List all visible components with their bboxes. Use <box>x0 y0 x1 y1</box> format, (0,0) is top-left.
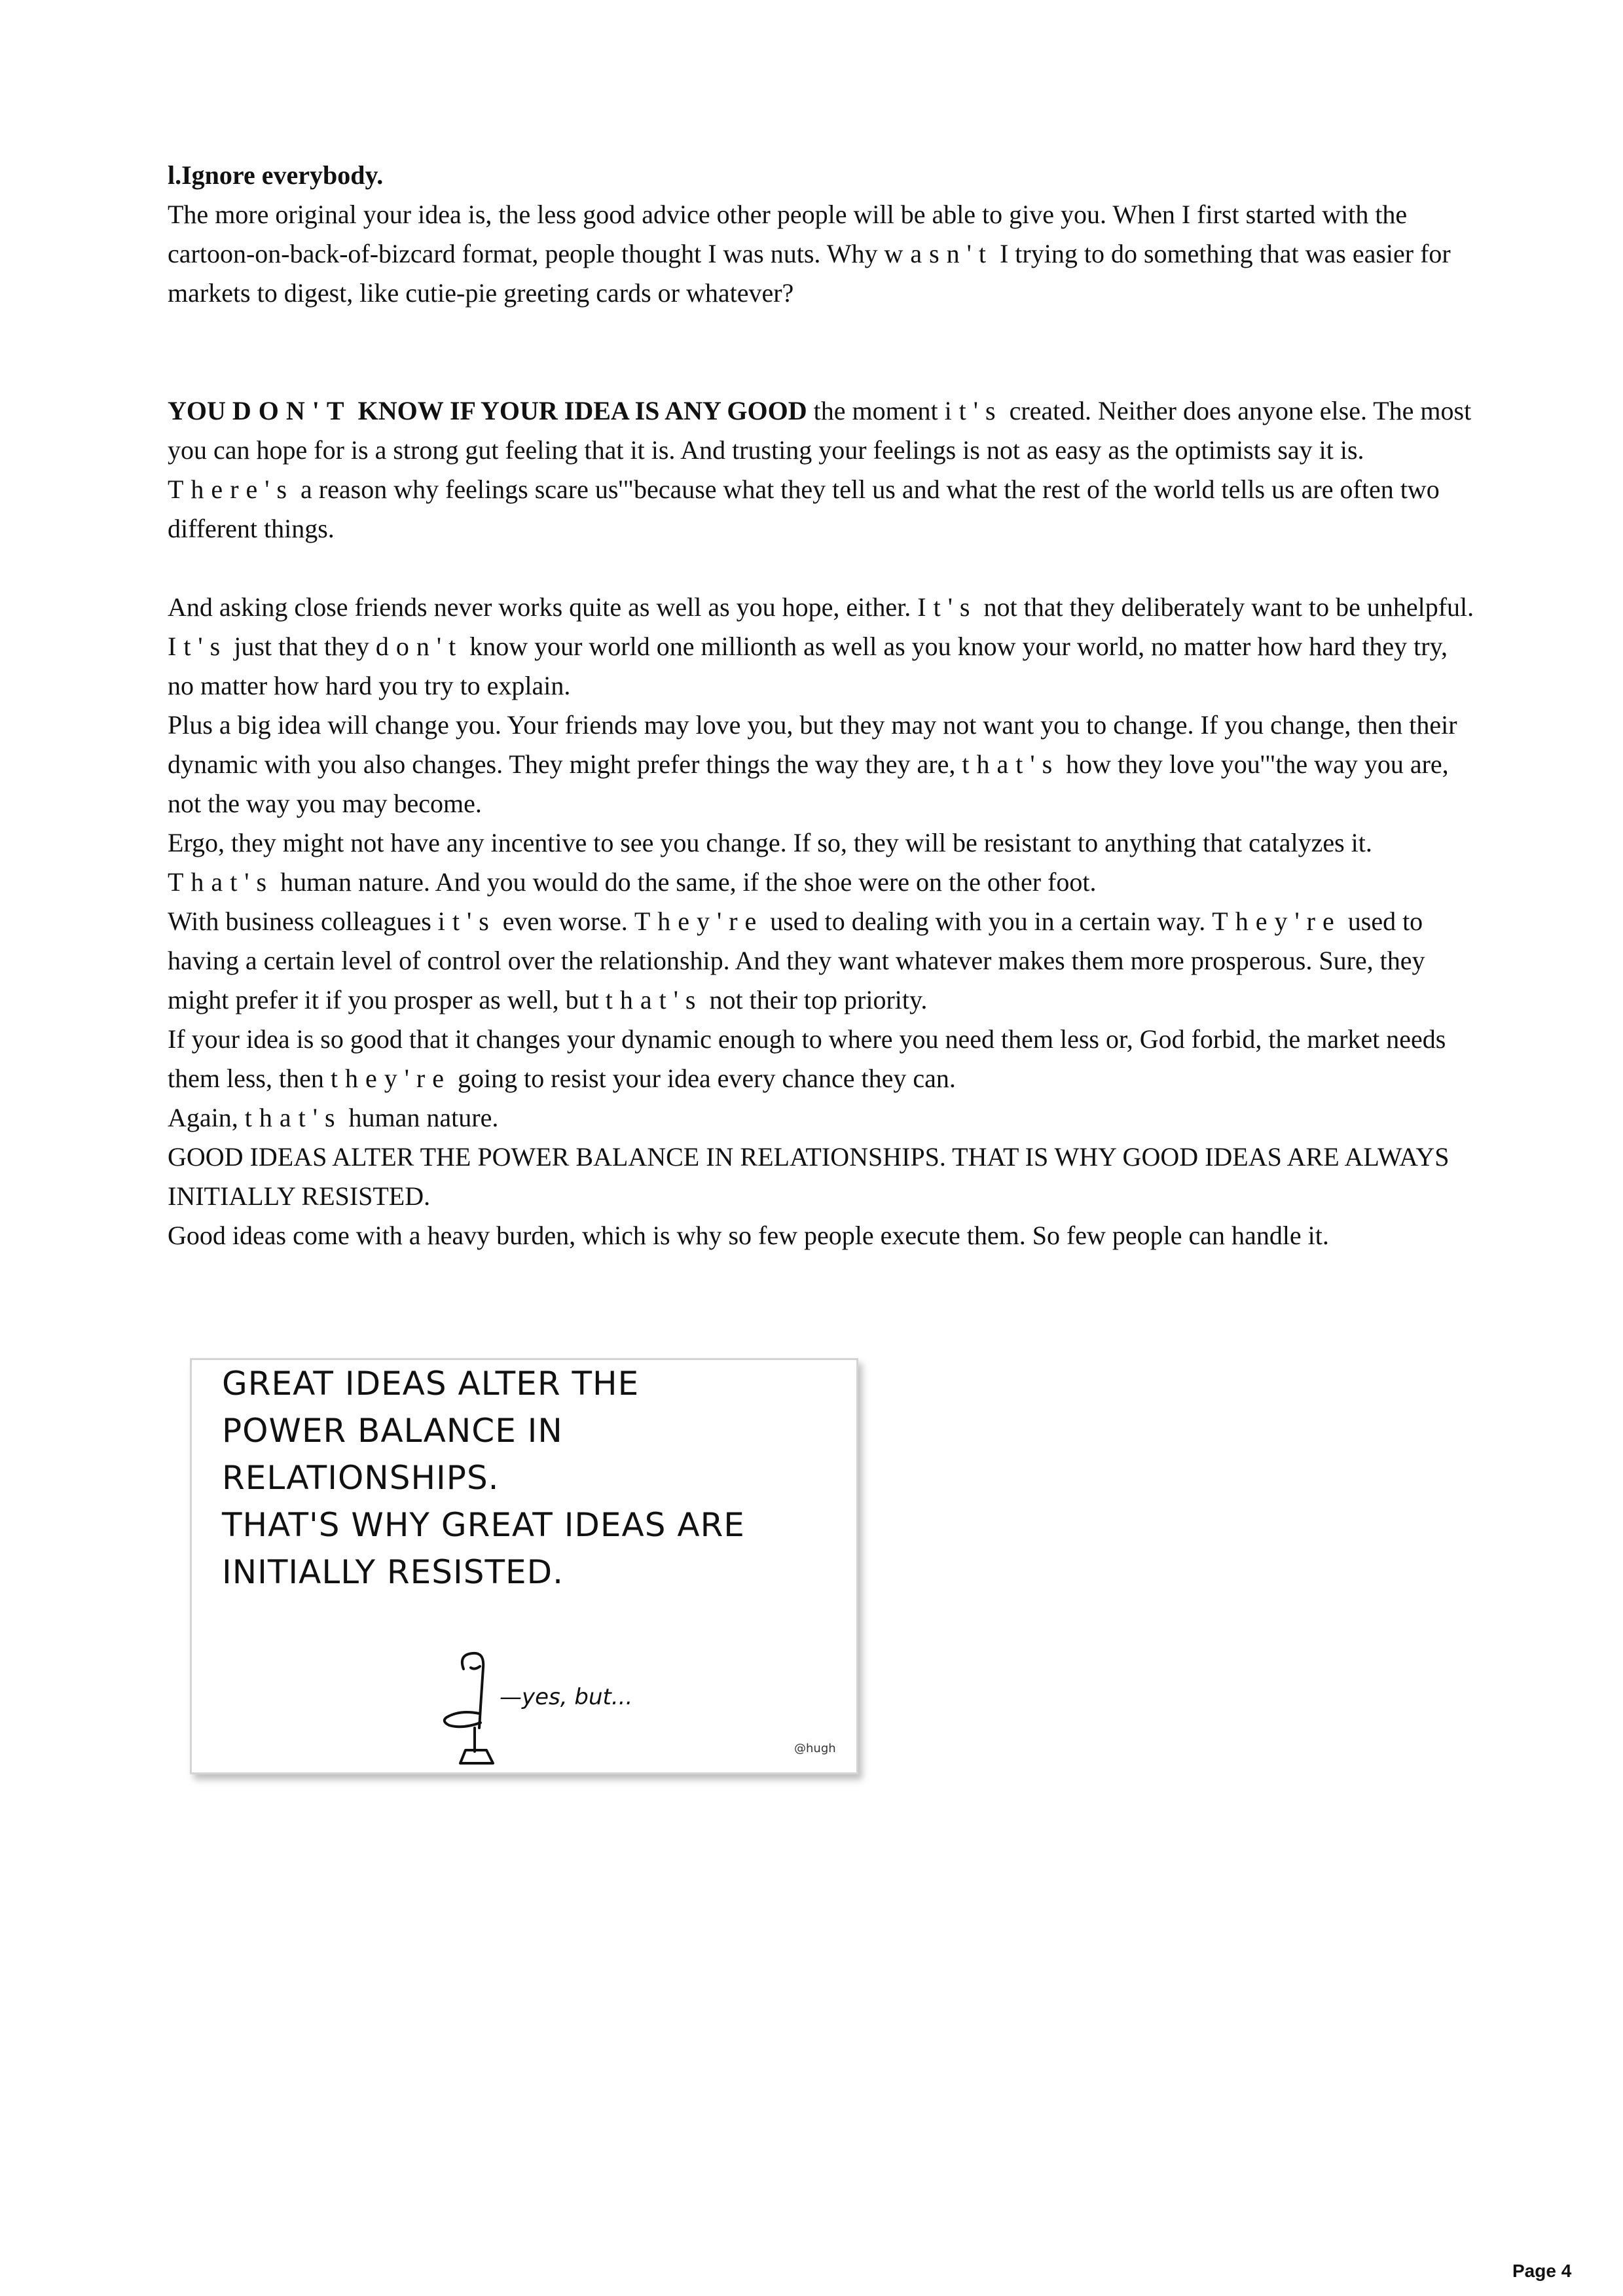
p3-spaced-3: don't <box>375 632 464 661</box>
p7-spaced-1: they're <box>330 1064 452 1093</box>
p6-text-a: With business colleagues <box>168 906 431 936</box>
cartoon-line-3: THAT'S WHY GREAT IDEAS ARE <box>222 1506 745 1544</box>
p6-text-d: used to having a certain level of control over the relationship. And they want whatever makes them more prosperous. Sure, they might prefer it if you prosper as well, but <box>168 906 1425 1014</box>
paragraph-5 <box>168 823 1477 902</box>
p1-text: The more original your idea is, the less good advice other people will be able to give you. When I first started with the cartoon-on-back-of-bizcard format, people thought I was nuts. Why <box>168 200 1408 268</box>
paragraph-1 <box>168 195 1477 313</box>
paragraph-10: Good ideas come with a heavy burden, which is why so few people execute them. So few people can handle it. <box>168 1221 1329 1250</box>
p6-spaced-3: They're <box>1212 906 1341 936</box>
p6-spaced-4: that's <box>605 985 703 1014</box>
p2-text-c: a reason why feelings scare us'"because what they tell us and what the rest of the world tells us are often two different things. <box>168 475 1440 543</box>
cartoon-line-2: POWER BALANCE IN RELATIONSHIPS. <box>222 1412 563 1497</box>
paragraph-9: GOOD IDEAS ALTER THE POWER BALANCE IN RELATIONSHIPS. THAT IS WHY GOOD IDEAS ARE ALWAYS INITIALLY RESISTED. <box>168 1142 1450 1211</box>
p3-spaced-1: It's <box>917 592 977 622</box>
p2-spaced-1: it's <box>944 396 1003 425</box>
cartoon-line-4: INITIALLY RESISTED. <box>222 1553 564 1591</box>
paragraph-2 <box>168 391 1477 548</box>
page-number: Page 4 <box>1512 2261 1572 2281</box>
p6-text-e: not their top priority. <box>709 985 928 1014</box>
p6-text-c: used to dealing with you in a certain way. <box>770 906 1206 936</box>
p2-lead-b: DON'T <box>232 396 352 425</box>
p5-text-b: human nature. And you would do the same, if the shoe were on the other foot. <box>280 867 1097 897</box>
p8-spaced-1: that's <box>244 1103 342 1132</box>
p2-lead-a: YOU <box>168 396 226 425</box>
paragraph-3 <box>168 588 1477 706</box>
p8-text-a: Again, <box>168 1103 238 1132</box>
p3-spaced-2: It's <box>168 632 228 661</box>
p1-spaced-word: wasn't <box>884 239 993 268</box>
stick-figure-icon <box>192 1360 856 1772</box>
p2-text-b: created. Neither does anyone else. The most you can hope for is a strong gut feeling that it is. And trusting your feelings is not as easy as the optimists say it is. <box>168 396 1472 465</box>
p1-text-end: I trying to do something that was easier for markets to digest, like cutie-pie greeting cards or whatever? <box>168 239 1451 308</box>
p7-text-a: If your idea is so good that it changes your dynamic enough to where you need them less or, God forbid, the market needs them less, then <box>168 1024 1446 1093</box>
paragraph-6 <box>168 902 1477 1020</box>
paragraph-7 <box>168 1020 1477 1098</box>
cartoon-line-1: GREAT IDEAS ALTER THE <box>222 1365 640 1403</box>
p3-text-d: know your world one millionth as well as you know your world, no matter how hard they try, no matter how hard you try to explain. <box>168 632 1448 700</box>
paragraph-4 <box>168 706 1477 823</box>
p5-spaced-1: That's <box>168 867 274 897</box>
p6-text-b: even worse. <box>502 906 628 936</box>
p3-text-a: And asking close friends never works quite as well as you hope, either. <box>168 592 911 622</box>
p7-text-b: going to resist your idea every chance they can. <box>458 1064 956 1093</box>
p2-spaced-2: There's <box>168 475 295 504</box>
p2-text-a: the moment <box>813 396 938 425</box>
p3-text-b: not that they deliberately want to be unhelpful. <box>983 592 1474 622</box>
p4-text-a: Plus a big idea will change you. Your friends may love you, but they may not want you to change. If you change, then their dynamic with you also changes. They might prefer things the way they are, <box>168 710 1457 779</box>
section-heading: l.Ignore everybody. <box>168 160 384 190</box>
p5-text-a: Ergo, they might not have any incentive to see you change. If so, they will be resistant to anything that catalyzes it. <box>168 828 1372 857</box>
paragraph-8 <box>168 1098 1477 1138</box>
p6-spaced-1: it's <box>437 906 496 936</box>
cartoon-card <box>190 1358 858 1774</box>
p3-text-c: just that they <box>234 632 369 661</box>
artist-signature: @hugh <box>794 1742 836 1755</box>
p2-lead-c: KNOW IF YOUR IDEA IS ANY GOOD <box>357 396 807 425</box>
p6-spaced-2: They're <box>634 906 764 936</box>
p4-text-b: how they love you'"the way you are, not the way you may become. <box>168 749 1449 818</box>
document-body <box>168 156 1477 1255</box>
p8-text-b: human nature. <box>348 1103 499 1132</box>
speech-text: —yes, but... <box>500 1684 633 1710</box>
p4-spaced-1: that's <box>962 749 1060 779</box>
